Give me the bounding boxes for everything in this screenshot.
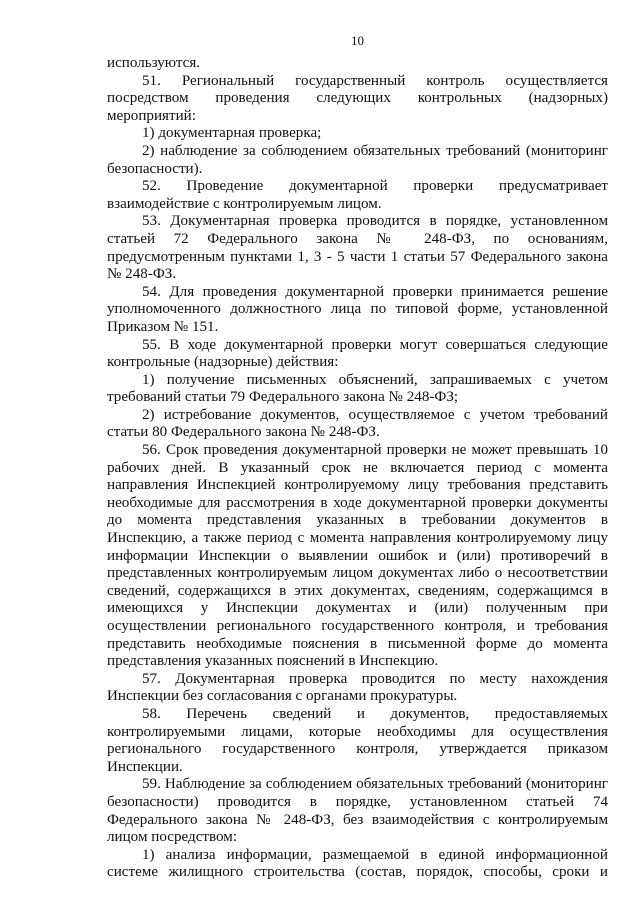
document-page bbox=[107, 0, 608, 905]
list-item-document-request: 2) истребование документов, осуществляемое с учетом требований статьи 80 Федерального закона № 248-ФЗ. bbox=[107, 406, 608, 441]
paragraph-59: 59. Наблюдение за соблюдением обязательных требований (мониторинг безопасности) проводится в порядке, установленном статьей 74 Федерального закона № 248-ФЗ, без взаимодействия с контролируемым лицом посредством: bbox=[107, 776, 608, 846]
paragraph-57: 57. Документарная проверка проводится по месту нахождения Инспекции без согласования с органами прокуратуры. bbox=[107, 670, 608, 705]
paragraph-51: 51. Региональный государственный контроль осуществляется посредством проведения следующих контрольных (надзорных) мероприятий: bbox=[107, 72, 608, 124]
paragraph-56: 56. Срок проведения документарной проверки не может превышать 10 рабочих дней. В указанный срок не включается период с момента направления Инспекцией контролируемому лицу требования представить необходимые для рассмотрения в ходе документарной проверки документы до момента представления указанных в требовании документов в Инспекцию, а также период с момента направления контролируемому лицу информации Инспекции о выявлении ошибок и (или) противоречий в представленных контролируемым лицом документах либо о несоответствии сведений, содержащихся в этих документах, сведениям, содержащимся в имеющихся у Инспекции документах и (или) полученным при осуществлении регионального государственного контроля, и требования представить необходимые пояснения в письменной форме до момента представления указанных пояснений в Инспекцию. bbox=[107, 442, 608, 670]
paragraph-53: 53. Документарная проверка проводится в порядке, установленном статьей 72 Федерального закона № 248-ФЗ, по основаниям, предусмотренным пунктами 1, 3 - 5 части 1 статьи 57 Федерального закона № 248-ФЗ. bbox=[107, 213, 608, 283]
list-item-documentary-check: 1) документарная проверка; bbox=[142, 125, 322, 142]
paragraph-55: 55. В ходе документарной проверки могут совершаться следующие контрольные (надзорные) действия: bbox=[107, 336, 608, 371]
paragraph-continuation: используются. bbox=[107, 55, 201, 71]
paragraph-52: 52. Проведение документарной проверки предусматривает взаимодействие с контролируемым лицом. bbox=[107, 178, 608, 212]
list-item-information-analysis: 1) анализа информации, размещаемой в единой информационной системе жилищного строительства (состав, порядок, способы, сроки и bbox=[107, 846, 608, 881]
paragraph-54: 54. Для проведения документарной проверки принимается решение уполномоченного должностного лица по типовой форме, установленной Приказом № 151. bbox=[107, 283, 608, 335]
list-item-written-explanations: 1) получение письменных объяснений, запрашиваемых с учетом требований статьи 79 Федерального закона № 248-ФЗ; bbox=[107, 371, 608, 406]
paragraph-58: 58. Перечень сведений и документов, предоставляемых контролируемыми лицами, которые необходимы для осуществления регионального государственного контроля, утверждается приказом Инспекции. bbox=[107, 705, 608, 775]
page-number: 10 bbox=[351, 33, 364, 48]
document-body bbox=[107, 55, 608, 882]
list-item-monitoring: 2) наблюдение за соблюдением обязательных требований (мониторинг безопасности). bbox=[107, 142, 608, 177]
